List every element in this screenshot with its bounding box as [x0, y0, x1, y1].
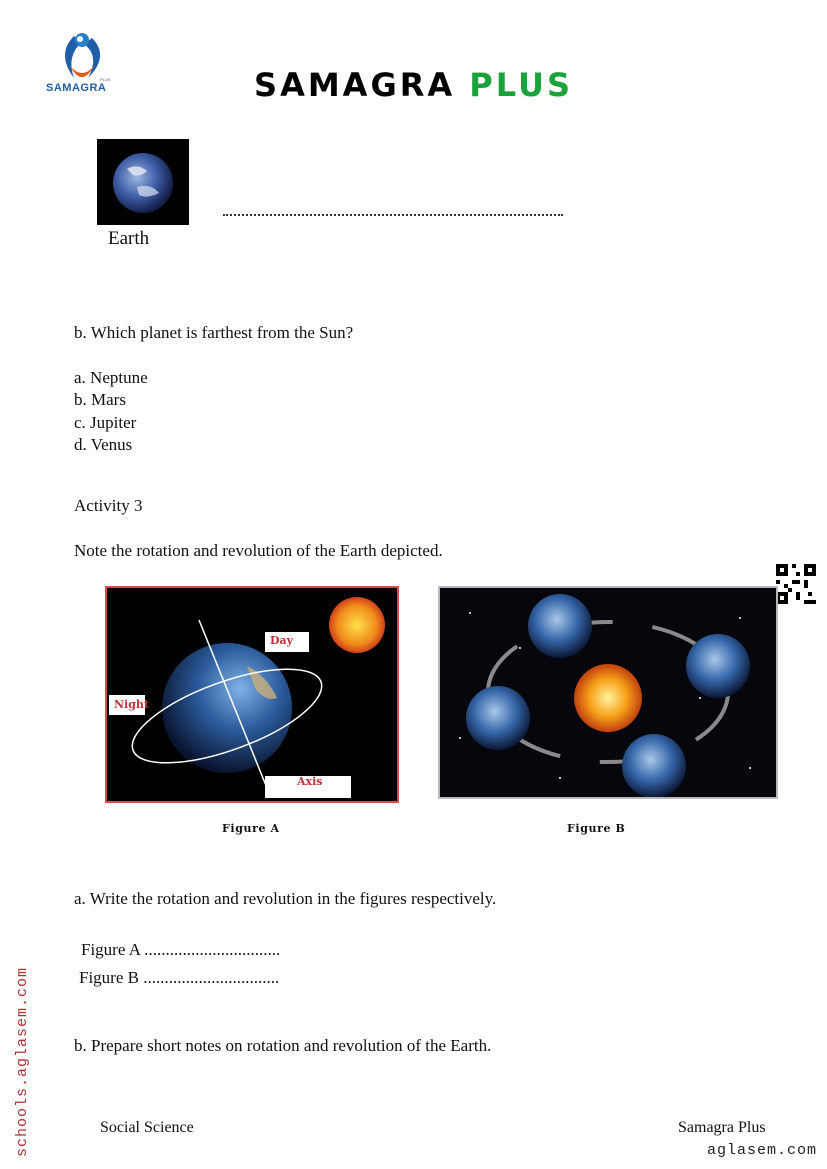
- earth-label: Earth: [108, 228, 150, 249]
- side-watermark: schools.aglasem.com: [14, 966, 31, 1157]
- figure-a-answer-line: Figure A ................................: [81, 940, 281, 959]
- figure-b-caption: Figure B: [567, 822, 626, 835]
- option-d: d. Venus: [74, 435, 133, 454]
- footer-subject: Social Science: [100, 1119, 194, 1136]
- brand-title-part2: PLUS: [469, 66, 573, 104]
- figure-a-axis-label: Axis: [297, 775, 323, 788]
- brand-title-part1: SAMAGRA: [254, 66, 456, 104]
- question-b-text: b. Which planet is farthest from the Sun?: [74, 323, 354, 342]
- activity-title: Activity 3: [74, 496, 143, 515]
- figure-b-revolution: [438, 586, 778, 799]
- question-b2-text: b. Prepare short notes on rotation and revolution of the Earth.: [74, 1036, 492, 1055]
- figure-a-day-label: Day: [270, 634, 294, 647]
- brand-title: [0, 66, 827, 104]
- figure-a-caption: Figure A: [222, 822, 280, 835]
- earth-image: [97, 139, 189, 225]
- footer-brand: Samagra Plus: [678, 1119, 766, 1136]
- figure-a-rotation: [105, 586, 399, 803]
- option-c: c. Jupiter: [74, 413, 137, 432]
- question-a-text: a. Write the rotation and revolution in the figures respectively.: [74, 889, 497, 908]
- logo-text: SAMAGRA: [46, 82, 107, 94]
- figure-b-answer-line: Figure B ................................: [79, 968, 280, 987]
- option-b: b. Mars: [74, 390, 126, 409]
- svg-text:PLUS: PLUS: [100, 77, 111, 82]
- activity-instruction: Note the rotation and revolution of the Earth depicted.: [74, 541, 443, 560]
- qr-code-icon: [776, 564, 816, 604]
- option-a: a. Neptune: [74, 368, 148, 387]
- figure-a-night-label: Night: [114, 698, 150, 711]
- bottom-watermark: aglasem.com: [706, 1142, 817, 1159]
- answer-blank-line: [223, 214, 563, 216]
